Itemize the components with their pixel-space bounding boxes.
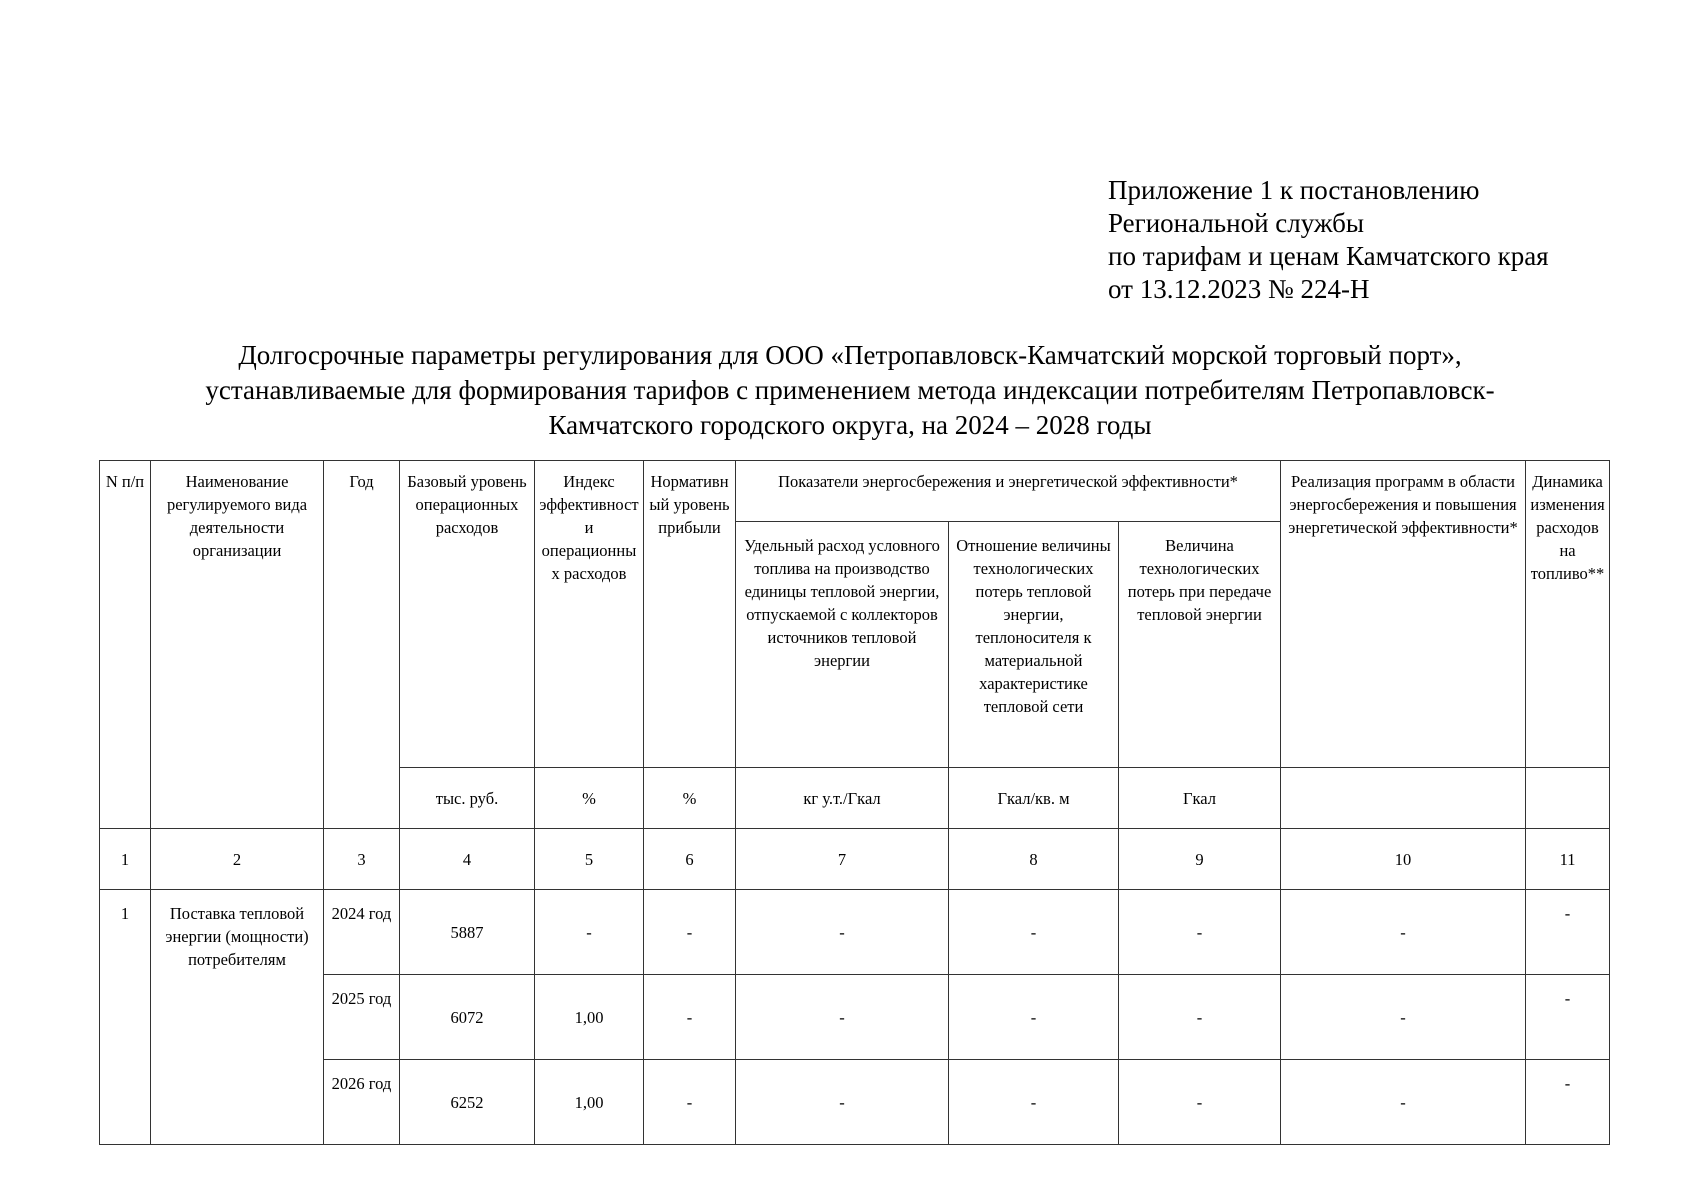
header-loss-value: Величина технологических потерь при передаче тепловой энергии [1119,522,1281,768]
appendix-line: Региональной службы [1108,208,1365,238]
cell-loss-ratio: - [949,1060,1119,1145]
column-number: 3 [324,829,400,890]
column-number: 9 [1119,829,1281,890]
header-profit-level: Нормативный уровень прибыли [644,461,736,768]
column-number: 7 [736,829,949,890]
column-number: 11 [1526,829,1610,890]
header-activity: Наименование регулируемого вида деятельности организации [151,461,324,829]
cell-fuel-dynamics: - [1526,1060,1610,1145]
unit-programs [1281,768,1526,829]
title-line: устанавливаемые для формирования тарифов с применением метода индексации потребителям Петропавловск- [205,375,1495,405]
column-number: 4 [400,829,535,890]
column-number: 1 [100,829,151,890]
column-number: 10 [1281,829,1526,890]
table-row [100,1060,1610,1145]
document-title [100,338,1600,443]
cell-fuel-dynamics: - [1526,975,1610,1060]
table-row [100,975,1610,1060]
column-number: 2 [151,829,324,890]
unit-efficiency-index: % [535,768,644,829]
appendix-line: от 13.12.2023 № 224-Н [1108,274,1370,304]
cell-efficiency-index: - [535,890,644,975]
cell-loss-ratio: - [949,975,1119,1060]
cell-programs: - [1281,975,1526,1060]
table-row [100,890,1610,975]
cell-loss-value: - [1119,890,1281,975]
header-year: Год [324,461,400,829]
cell-loss-value: - [1119,1060,1281,1145]
cell-programs: - [1281,890,1526,975]
cell-fuel-rate: - [736,975,949,1060]
row-num: 1 [100,890,151,1145]
cell-fuel-rate: - [736,1060,949,1145]
column-number: 6 [644,829,736,890]
parameters-table [99,460,1610,1145]
title-line: Долгосрочные параметры регулирования для ООО «Петропавловск-Камчатский морской торговый порт», [238,340,1462,370]
appendix-line: по тарифам и ценам Камчатского края [1108,241,1549,271]
cell-efficiency-index: 1,00 [535,1060,644,1145]
header-fuel-rate: Удельный расход условного топлива на производство единицы тепловой энергии, отпускаемой с коллекторов источников тепловой энергии [736,522,949,768]
unit-loss-ratio: Гкал/кв. м [949,768,1119,829]
column-number: 5 [535,829,644,890]
header-base-level: Базовый уровень операционных расходов [400,461,535,768]
cell-year: 2025 год [324,975,400,1060]
cell-base-level: 6072 [400,975,535,1060]
cell-profit-level: - [644,975,736,1060]
cell-programs: - [1281,1060,1526,1145]
cell-fuel-dynamics: - [1526,890,1610,975]
cell-base-level: 6252 [400,1060,535,1145]
cell-loss-ratio: - [949,890,1119,975]
header-num: N п/п [100,461,151,829]
unit-fuel-dynamics [1526,768,1610,829]
unit-profit-level: % [644,768,736,829]
cell-year: 2026 год [324,1060,400,1145]
header-energy-group: Показатели энергосбережения и энергетической эффективности* [736,461,1281,522]
cell-base-level: 5887 [400,890,535,975]
cell-fuel-rate: - [736,890,949,975]
cell-profit-level: - [644,890,736,975]
cell-efficiency-index: 1,00 [535,975,644,1060]
header-fuel-dynamics: Динамика изменения расходов на топливо** [1526,461,1610,768]
header-efficiency-index: Индекс эффективности операционных расходов [535,461,644,768]
column-number: 8 [949,829,1119,890]
appendix-block [1108,174,1549,306]
unit-base-level: тыс. руб. [400,768,535,829]
header-programs: Реализация программ в области энергосбережения и повышения энергетической эффективности* [1281,461,1526,768]
column-number-row [100,829,1610,890]
cell-year: 2024 год [324,890,400,975]
row-activity: Поставка тепловой энергии (мощности) потребителям [151,890,324,1145]
header-loss-ratio: Отношение величины технологических потерь тепловой энергии, теплоносителя к материальной характеристике тепловой сети [949,522,1119,768]
unit-loss-value: Гкал [1119,768,1281,829]
unit-fuel-rate: кг у.т./Гкал [736,768,949,829]
cell-profit-level: - [644,1060,736,1145]
title-line: Камчатского городского округа, на 2024 – 2028 годы [548,410,1152,440]
appendix-line: Приложение 1 к постановлению [1108,175,1480,205]
cell-loss-value: - [1119,975,1281,1060]
